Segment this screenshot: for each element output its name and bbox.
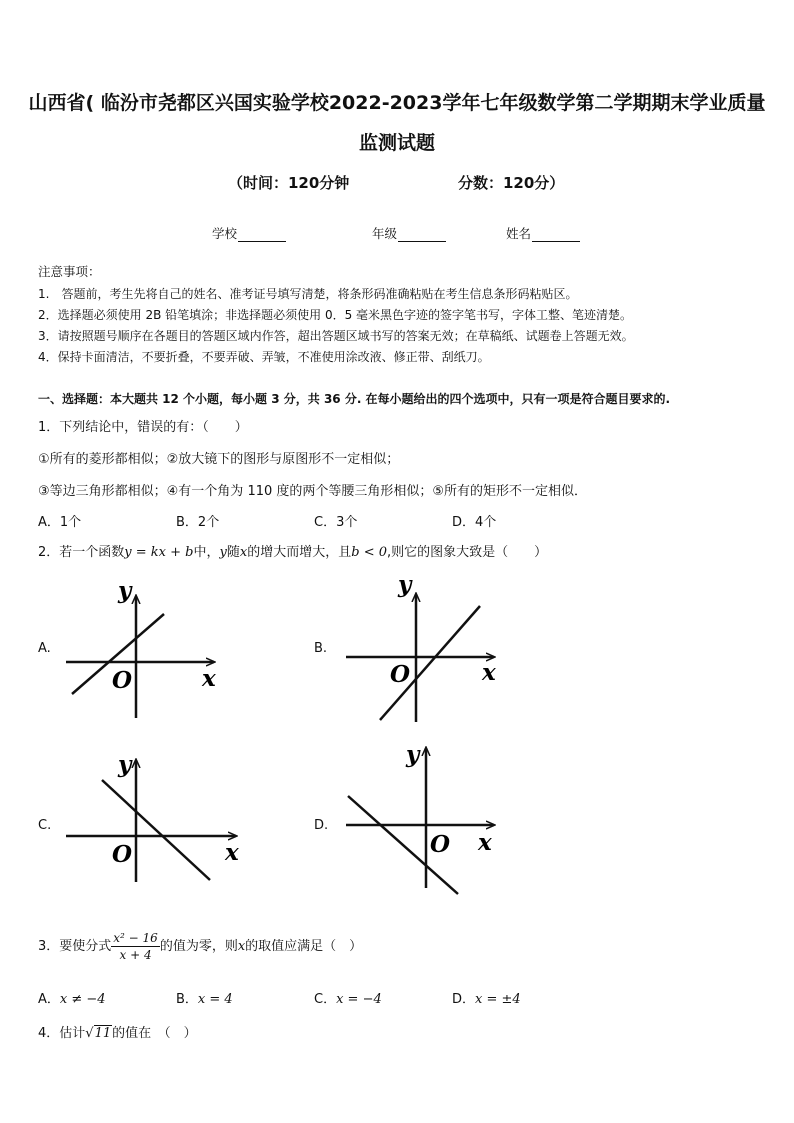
paper-title-line2: 监测试题 — [358, 132, 435, 154]
q4-text-1: 4．估计 — [38, 1026, 86, 1041]
school-blank — [238, 229, 286, 242]
q3-option-c-label: C． — [314, 992, 337, 1007]
q3-option-a-math: x ≠ −4 — [59, 992, 106, 1007]
section-heading: 一、选择题：本大题共 12 个小题，每小题 3 分，共 36 分. 在每小题给出的四个选项中，只有一项是符合题目要求的. — [38, 392, 671, 406]
q2-function: y = kx + b — [124, 545, 194, 560]
q4-text-2: 的值在 （ ） — [112, 1026, 197, 1041]
graph-c — [60, 750, 245, 890]
note-item-3: 3．请按照题号顺序在各题目的答题区域内作答，超出答题区域书写的答案无效；在草稿纸、试题卷上答题无效。 — [38, 329, 634, 343]
graph-a — [60, 572, 230, 722]
q3-text-2: 的值为零，则 — [159, 939, 238, 954]
school-label: 学校 — [212, 226, 238, 241]
grade-blank — [398, 229, 446, 242]
grade-field — [372, 224, 446, 242]
q1-statements-a: ①所有的菱形都相似；②放大镜下的图形与原图形不一定相似； — [38, 452, 400, 467]
graph-c-origin: O — [112, 841, 133, 868]
graph-a-label: A. — [38, 641, 51, 656]
q3-option-b — [176, 988, 233, 1007]
graph-a-x-label: x — [202, 665, 216, 692]
q4-radicand: 11 — [94, 1026, 112, 1041]
q4-stem — [38, 1022, 197, 1041]
q3-var-x: x — [237, 939, 246, 954]
exam-time: （时间：120分钟 — [228, 174, 350, 192]
school-field — [212, 224, 286, 242]
q3-option-a-label: A． — [38, 992, 60, 1007]
q1-stem: 1．下列结论中，错误的有：（ ） — [38, 420, 248, 435]
grade-label: 年级 — [372, 226, 398, 241]
q2-text-4: 的增大而增大，且 — [247, 545, 352, 560]
q1-option-c: C．3个 — [314, 515, 358, 530]
q3-denominator: x + 4 — [119, 948, 152, 962]
q2-stem — [38, 541, 547, 560]
q1-option-d: D．4个 — [452, 515, 497, 530]
q3-text-1: 3．要使分式 — [38, 939, 112, 954]
note-item-4: 4．保持卡面清洁，不要折叠，不要弄破、弄皱，不准使用涂改液、修正带、刮纸刀。 — [38, 350, 490, 364]
graph-b-y-label: y — [398, 571, 412, 598]
exam-score: 分数：120分） — [458, 174, 565, 192]
graph-c-label: C. — [38, 818, 52, 833]
q3-text-3: 的取值应满足（ ） — [245, 939, 363, 954]
sqrt-symbol: √ — [85, 1026, 94, 1041]
q3-option-c-math: x = −4 — [336, 992, 382, 1007]
graph-d-x-label: x — [478, 829, 492, 856]
name-field — [506, 224, 580, 242]
graph-d-origin: O — [430, 831, 451, 858]
name-blank — [532, 229, 580, 242]
graph-b-label: B. — [314, 641, 328, 656]
graph-a-y-label: y — [118, 577, 132, 604]
q2-text-2: 中， — [193, 545, 220, 560]
graph-d-y-label: y — [406, 741, 420, 768]
paper-title-line1: 山西省( 临汾市尧都区兴国实验学校2022-2023学年七年级数学第二学期期末学业质量 — [28, 92, 766, 114]
q3-option-b-label: B． — [176, 992, 198, 1007]
notes-heading: 注意事项： — [38, 264, 101, 279]
note-item-2: 2．选择题必须使用 2B 铅笔填涂；非选择题必须使用 0．5 毫米黑色字迹的签字笔书写，字体工整、笔迹清楚。 — [38, 308, 633, 322]
q3-fraction — [111, 930, 160, 963]
graph-b — [340, 570, 510, 725]
q2-condition: b < 0 — [351, 545, 387, 560]
q1-option-a: A．1个 — [38, 515, 82, 530]
graph-b-origin: O — [390, 661, 411, 688]
graph-b-x-label: x — [482, 659, 496, 686]
q2-var-x: x — [239, 545, 248, 560]
q3-option-a — [38, 988, 106, 1007]
graph-c-x-label: x — [225, 839, 239, 866]
note-item-1: 1. 答题前，考生先将自己的姓名、准考证号填写清楚，将条形码准确粘贴在考生信息条形码粘贴区。 — [38, 287, 578, 301]
q3-numerator: x² − 16 — [113, 931, 158, 945]
q2-text-5: ,则它的图象大致是（ ） — [386, 545, 548, 560]
q3-stem — [38, 930, 362, 963]
q3-option-b-math: x = 4 — [197, 992, 233, 1007]
q3-option-d — [452, 988, 521, 1007]
q2-text-1: 2．若一个函数 — [38, 545, 125, 560]
q3-option-d-label: D． — [452, 992, 476, 1007]
q2-var-y: y — [219, 545, 227, 560]
q1-statements-b: ③等边三角形都相似；④有一个角为 110 度的两个等腰三角形相似；⑤所有的矩形不一定相似． — [38, 484, 588, 499]
q1-option-b: B．2个 — [176, 515, 220, 530]
q2-text-3: 随 — [226, 545, 240, 560]
graph-d-label: D. — [314, 818, 329, 833]
q3-option-d-math: x = ±4 — [475, 992, 521, 1007]
name-label: 姓名 — [506, 226, 532, 241]
graph-c-y-label: y — [118, 751, 132, 778]
q3-option-c — [314, 988, 382, 1007]
graph-a-origin: O — [112, 667, 133, 694]
graph-d — [340, 740, 510, 900]
